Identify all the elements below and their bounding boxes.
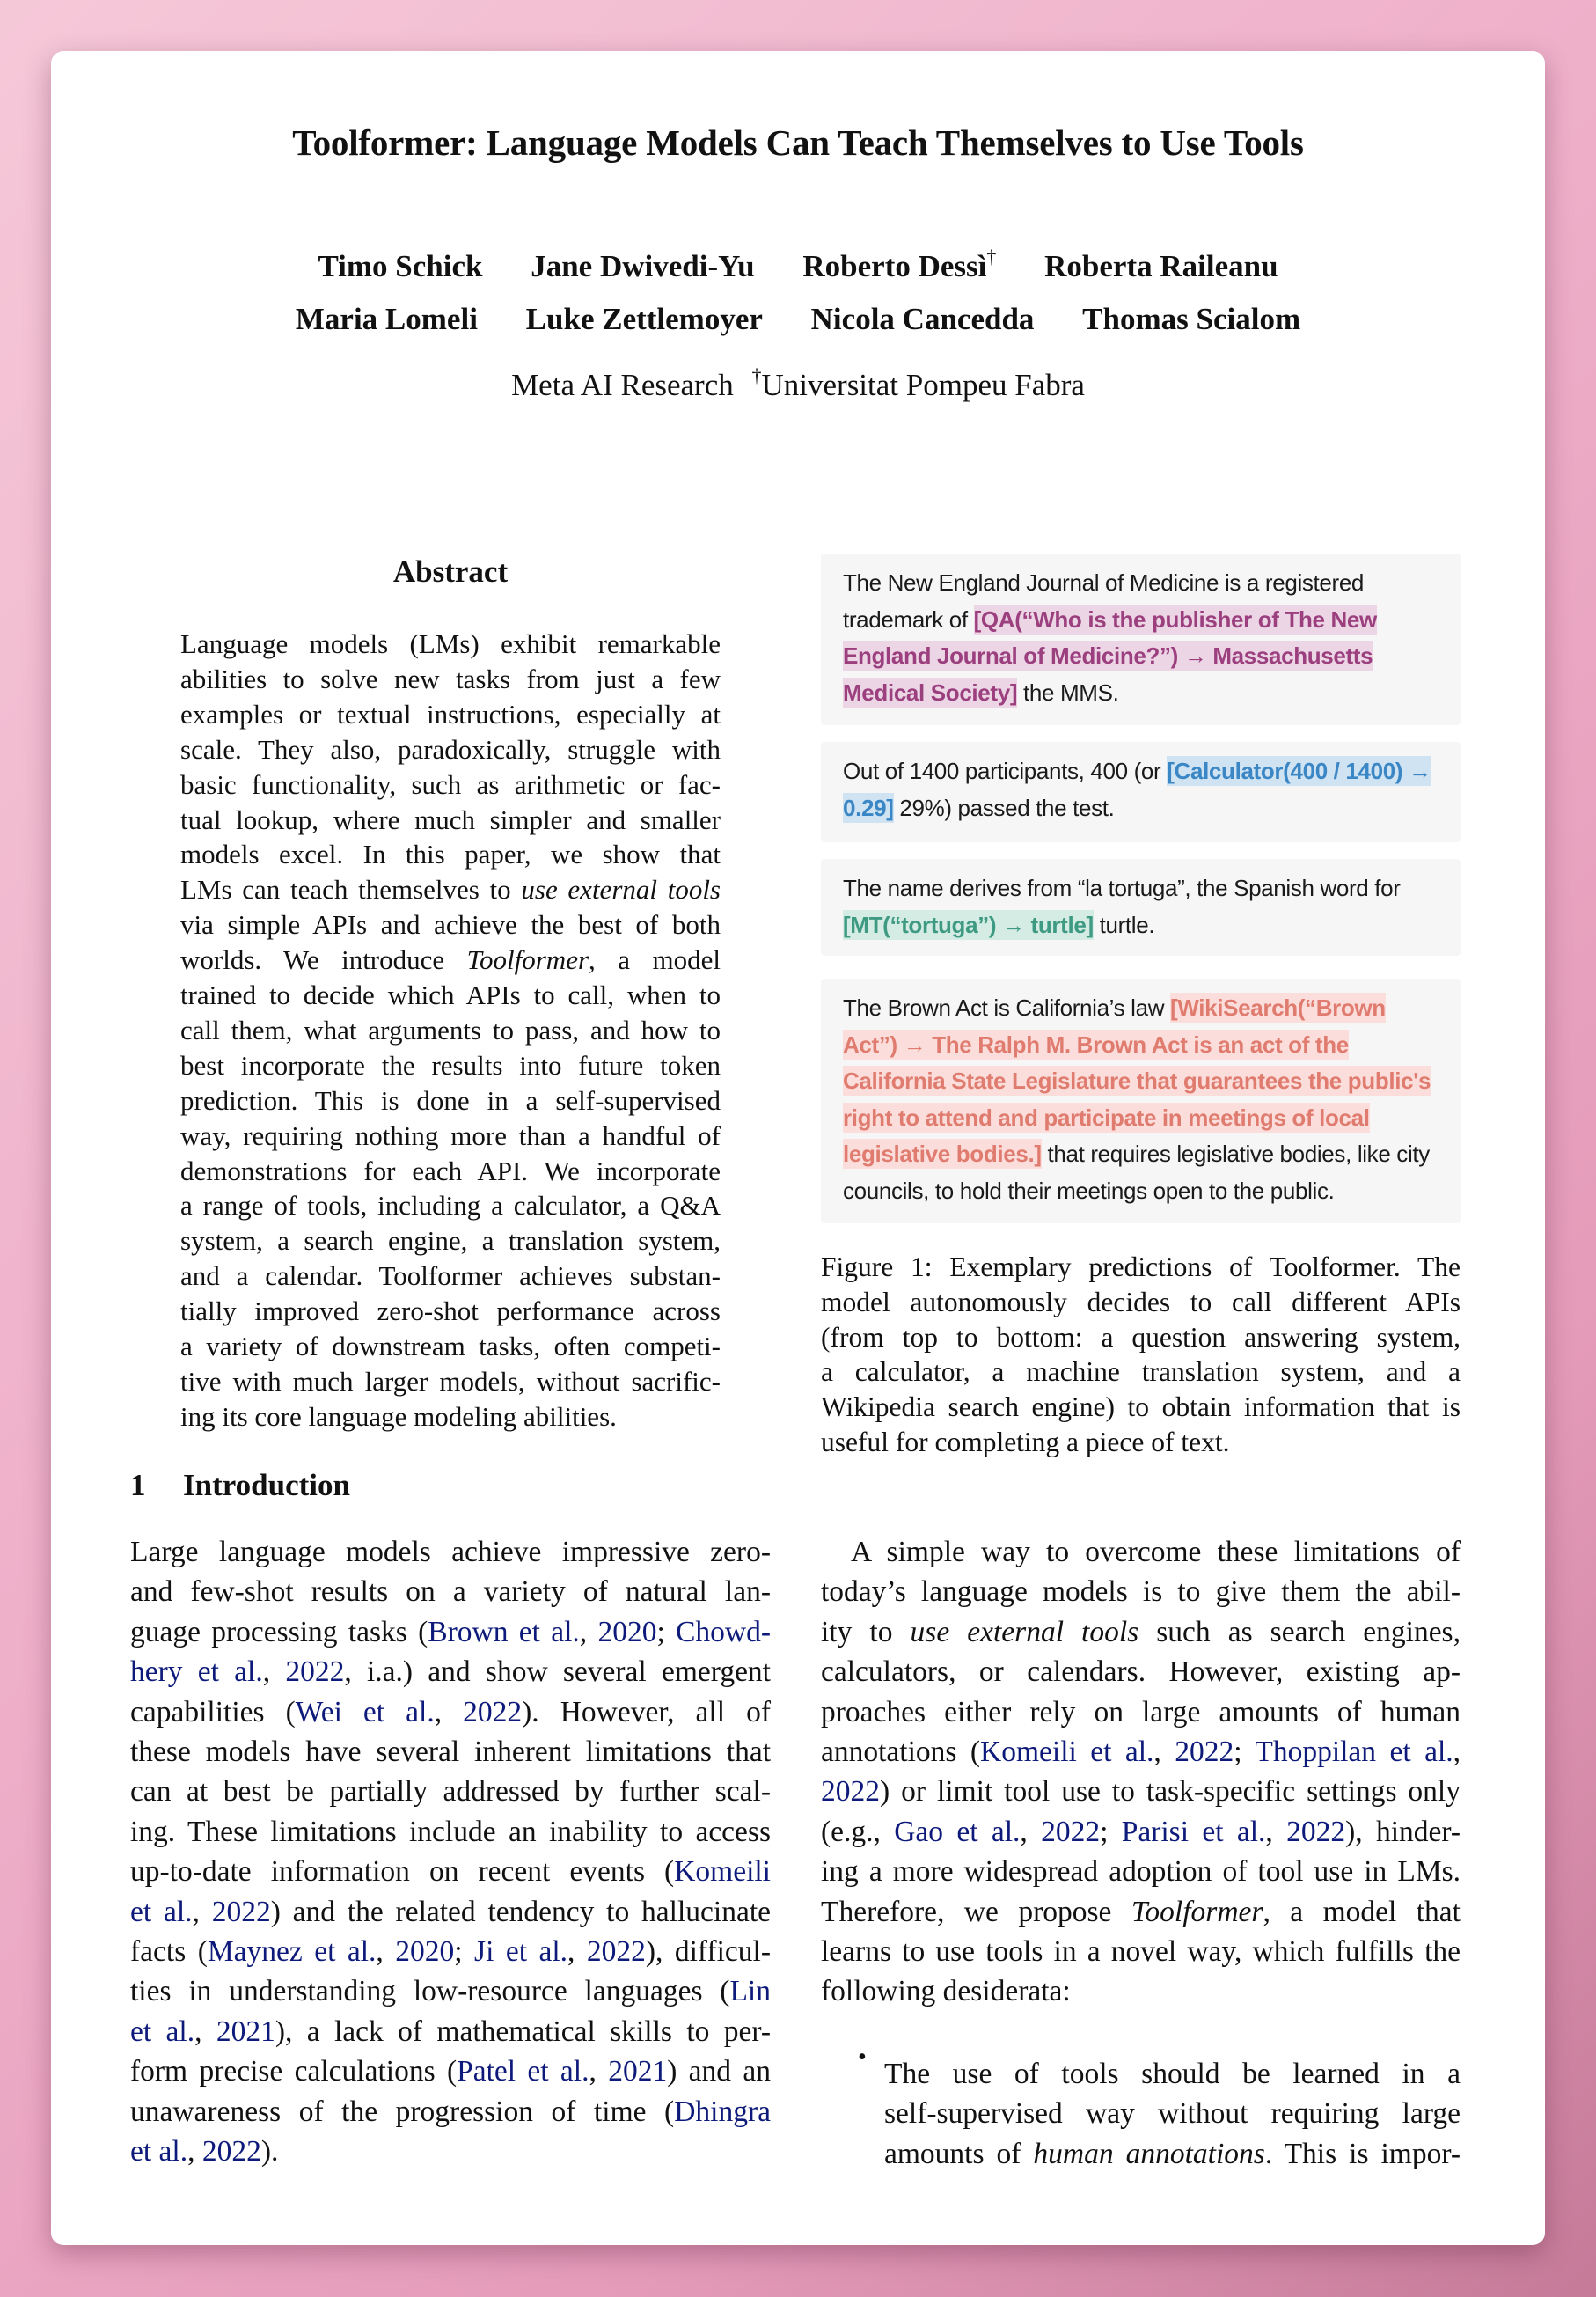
text-line: abilities to solve new tasks from just a few [180, 663, 721, 694]
author: Nicola Cancedda [810, 302, 1035, 336]
text-line: trained to decide which APIs to call, when to [180, 980, 721, 1010]
citation-link[interactable]: Maynez et al. [207, 1935, 377, 1968]
text-line: (e.g., Gao et al., 2022; Parisi et al., 2022), hinder- [821, 1815, 1461, 1848]
citation-link[interactable]: 2020 [597, 1615, 657, 1648]
citation-link[interactable]: 2022 [1041, 1815, 1101, 1848]
citation-link[interactable]: Chowd- [676, 1615, 772, 1648]
citation-link[interactable]: Komeili et al. [980, 1736, 1154, 1768]
text-line: and a calendar. Toolformer achieves substan- [180, 1260, 721, 1292]
citation-link[interactable]: 2021 [608, 2055, 668, 2088]
text-line: calculators, or calendars. However, existing ap- [821, 1655, 1461, 1689]
text-line: self-supervised way without requiring large [884, 2097, 1461, 2131]
text-line: best incorporate the results into future token [180, 1049, 721, 1081]
text-line: a range of tools, including a calculator, a Q&A [180, 1190, 721, 1222]
text-line: examples or textual instructions, especially at [180, 698, 721, 730]
text-line: up-to-date information on recent events (Komeili [130, 1855, 771, 1889]
example-text: The New England Journal of Medicine is a registered trademark of [843, 569, 1365, 633]
citation-link[interactable]: et al. [130, 2014, 195, 2048]
text-line: tive with much larger models, without sacrific- [180, 1365, 721, 1397]
text-line: Language models (LMs) exhibit remarkable [180, 628, 721, 659]
dagger-mark: † [751, 364, 762, 386]
text-line: proaches either rely on large amounts of human [821, 1695, 1461, 1728]
example-text: turtle. [1093, 911, 1155, 938]
text-line: tially improved zero-shot performance across [180, 1295, 721, 1327]
text-line: ing a more widespread adoption of tool use in LMs. [821, 1855, 1461, 1889]
text-line: (from top to bottom: a question answering system, [821, 1321, 1461, 1353]
author: Jane Dwivedi-Yu [531, 249, 755, 283]
text-line: tual lookup, where much simpler and smaller [180, 804, 721, 835]
text-line: Therefore, we propose Toolformer, a model that [821, 1895, 1461, 1928]
text-line: annotations (Komeili et al., 2022; Thoppilan et al., [821, 1736, 1461, 1768]
citation-link[interactable]: Gao et al. [894, 1815, 1021, 1848]
text-line: ties in understanding low-resource languages (Lin [130, 1975, 771, 2008]
affiliation: †Universitat Pompeu Fabra [751, 364, 1085, 402]
text-line: scale. They also, paradoxically, struggle with [180, 733, 721, 765]
authors-row-1 [0, 246, 1596, 284]
text-line: a variety of downstream tasks, often competi- [180, 1331, 721, 1361]
emphasis: use external tools [521, 874, 721, 906]
emphasis: use external tools [910, 1615, 1139, 1648]
citation-link[interactable]: 2020 [395, 1935, 455, 1968]
text-line: via simple APIs and achieve the best of both [180, 909, 721, 941]
author: Luke Zettlemoyer [525, 302, 763, 336]
affiliations [0, 364, 1596, 403]
emphasis: Toolformer [1131, 1895, 1263, 1928]
citation-link[interactable]: Ji et al. [474, 1935, 568, 1968]
text-line: worlds. We introduce Toolformer, a model [180, 944, 721, 976]
author: Thomas Scialom [1082, 302, 1301, 336]
example-text: The Brown Act is California’s law [843, 994, 1170, 1021]
example-text: The name derives from “la tortuga”, the Spanish word for [843, 875, 1401, 901]
author: Maria Lomeli [295, 302, 478, 336]
emphasis: Toolformer [466, 944, 589, 976]
citation-link[interactable]: Wei et al. [295, 1695, 435, 1728]
author: Roberta Raileanu [1044, 249, 1278, 283]
citation-link[interactable]: 2022 [586, 1935, 646, 1968]
figure-example-qa [821, 554, 1461, 725]
authors-row-2 [0, 302, 1596, 337]
text-line: et al., 2021), a lack of mathematical skills to per- [130, 2014, 771, 2048]
citation-link[interactable]: Patel et al. [457, 2055, 589, 2088]
citation-link[interactable]: 2022 [1175, 1736, 1234, 1768]
citation-link[interactable]: hery et al. [130, 1655, 263, 1689]
text-line: facts (Maynez et al., 2020; Ji et al., 2022), difficul- [130, 1935, 772, 1968]
text-line: call them, what arguments to pass, and how to [180, 1014, 721, 1046]
text-line: A simple way to overcome these limitations of [851, 1536, 1461, 1568]
author: Timo Schick [318, 249, 483, 283]
text-line: useful for completing a piece of text. [821, 1427, 1230, 1457]
text-line: The use of tools should be learned in a [884, 2058, 1461, 2090]
text-line: et al., 2022) and the related tendency to hallucinate [130, 1895, 771, 1928]
citation-link[interactable]: Brown et al. [428, 1615, 580, 1648]
text-line: 2022) or limit tool use to task-specific settings only [821, 1775, 1461, 1809]
citation-link[interactable]: et al. [130, 2135, 188, 2168]
text-line: way, requiring nothing more than a handful of [180, 1119, 721, 1151]
example-text: the MMS. [1017, 679, 1119, 706]
bullet-icon: • [858, 2044, 867, 2071]
text-line: can at best be partially addressed by further scal- [130, 1775, 771, 1809]
citation-link[interactable]: Parisi et al. [1121, 1815, 1266, 1848]
emphasis: human annotations [1033, 2137, 1265, 2170]
author: Roberto Dessì† [802, 246, 997, 283]
citation-link[interactable]: 2021 [216, 2014, 275, 2048]
citation-link[interactable]: 2022 [285, 1655, 345, 1689]
citation-link[interactable]: Lin [729, 1975, 771, 2008]
citation-link[interactable]: 2022 [821, 1775, 880, 1809]
text-line: and few-shot results on a variety of natural lan- [130, 1575, 771, 1609]
api-call-qa: [QA(“Who is the publisher of The New England Journal of Medicine?”) → Massachusetts Medical Society] [843, 605, 1377, 706]
text-line: LMs can teach themselves to use external tools [180, 874, 721, 906]
text-line: Large language models achieve impressive zero- [130, 1536, 771, 1568]
api-call-mt: [MT(“tortuga”) → turtle] [843, 911, 1094, 938]
citation-link[interactable]: 2022 [211, 1895, 271, 1928]
text-line: et al., 2022). [130, 2135, 279, 2168]
paper-title: Toolformer: Language Models Can Teach Themselves to Use Tools [292, 122, 1304, 163]
text-line: learns to use tools in a novel way, which fulfills the [821, 1935, 1461, 1968]
citation-link[interactable]: 2022 [463, 1695, 523, 1728]
citation-link[interactable]: 2022 [201, 2135, 261, 2168]
example-text: 29%) passed the test. [893, 794, 1115, 821]
api-call-calculator: [Calculator(400 / 1400) → 0.29] [843, 758, 1431, 821]
dagger-mark: † [986, 246, 997, 268]
text-line: basic functionality, such as arithmetic or fac- [180, 768, 721, 800]
text-line: ing its core language modeling abilities. [180, 1400, 617, 1432]
text-line: model autonomously decides to call different APIs [821, 1286, 1461, 1317]
text-line: system, a search engine, a translation system, [180, 1225, 721, 1257]
figure-example-calculator [821, 742, 1461, 842]
section-number: 1 [130, 1468, 146, 1502]
text-line: guage processing tasks (Brown et al., 2020; Chowd- [130, 1615, 772, 1648]
figure-example-mt [821, 859, 1461, 956]
text-line: unawareness of the progression of time (Dhingra [130, 2095, 771, 2128]
section-title: Introduction [183, 1468, 350, 1502]
section-heading-introduction [130, 1468, 350, 1503]
api-call-wikisearch: [WikiSearch(“Brown Act”) → The Ralph M. Brown Act is an act of the California State Legislature that guarantees the public's right to attend and participate in meetings of local legislative bodies.] [843, 994, 1431, 1167]
text-line: following desiderata: [821, 1975, 1071, 2008]
text-line: prediction. This is done in a self-supervised [180, 1084, 721, 1116]
text-line: ing. These limitations include an inability to access [130, 1815, 771, 1848]
text-line: these models have several inherent limitations that [130, 1736, 771, 1768]
text-line: form precise calculations (Patel et al., 2021) and an [130, 2055, 771, 2088]
citation-link[interactable]: Thoppilan et al. [1255, 1736, 1453, 1768]
example-text: that requires legislative bodies, like city councils, to hold their meetings open to the public. [843, 1141, 1430, 1204]
text-line: today’s language models is to give them the abil- [821, 1575, 1461, 1609]
text-line: Wikipedia search engine) to obtain information that is [821, 1391, 1461, 1423]
text-line: models excel. In this paper, we show that [180, 839, 721, 870]
abstract-heading: Abstract [392, 554, 509, 589]
citation-link[interactable]: et al. [130, 1895, 193, 1928]
text-line: capabilities (Wei et al., 2022). However, all of [130, 1695, 771, 1728]
text-line: demonstrations for each API. We incorporate [180, 1155, 721, 1186]
citation-link[interactable]: Dhingra [674, 2095, 771, 2128]
text-line: a calculator, a machine translation system, and a [821, 1356, 1461, 1388]
text-line: ity to use external tools such as search engines, [821, 1615, 1461, 1648]
citation-link[interactable]: Komeili [674, 1855, 771, 1889]
text-line: Figure 1: Exemplary predictions of Toolformer. The [821, 1251, 1461, 1282]
affiliation: Meta AI Research [511, 368, 734, 402]
example-text: Out of 1400 participants, 400 (or [843, 758, 1168, 784]
citation-link[interactable]: 2022 [1286, 1815, 1346, 1848]
text-line: hery et al., 2022, i.a.) and show several emergent [130, 1655, 771, 1689]
figure-example-wikisearch [821, 979, 1461, 1223]
text-line: amounts of human annotations. This is impor- [884, 2137, 1461, 2170]
